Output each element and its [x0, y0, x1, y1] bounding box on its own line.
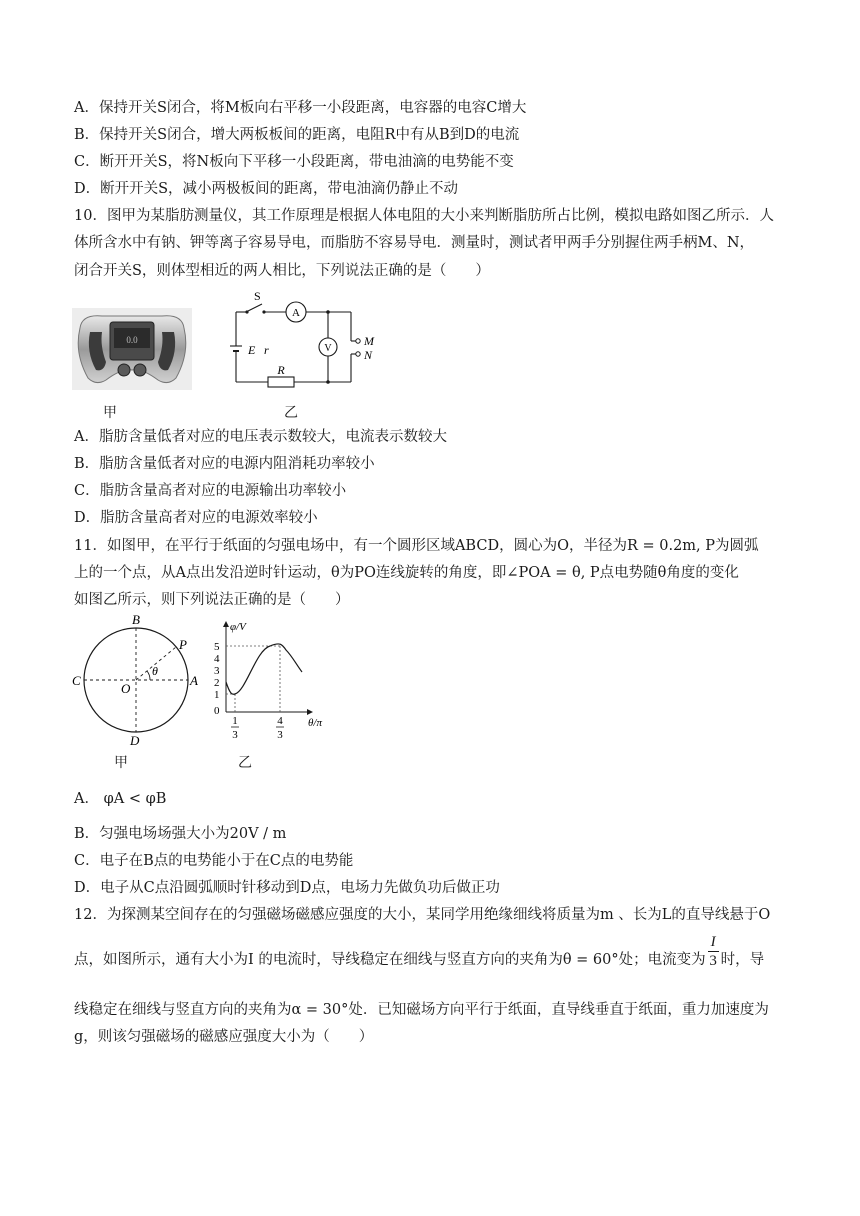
switch-label: S	[254, 289, 261, 303]
q11-option-c: C．电子在B点的电势能小于在C点的电势能	[74, 853, 354, 869]
q12-stem-line-2-start: 点，如图所示，通有大小为I 的电流时，导线稳定在细线与竖直方向的夹角为θ = 60°处；电流变为	[74, 952, 706, 968]
y-tick-1: 1	[214, 689, 220, 701]
handle-m-label: M	[364, 334, 374, 348]
q9-option-d: D．断开开关S，减小两极板间的距离，带电油滴仍静止不动	[74, 181, 459, 197]
q12-stem-line-3: 线稳定在细线与竖直方向的夹角为α = 30°处．已知磁场方向平行于纸面，直导线垂直于纸面，重力加速度为	[74, 1002, 769, 1018]
graph-x-axis-label: θ/π	[308, 717, 322, 729]
circuit-diagram	[218, 288, 388, 388]
internal-resistance-label: r	[264, 343, 269, 357]
handle-n-label: N	[364, 348, 373, 362]
potential-angle-graph	[208, 618, 336, 750]
q10-stem-line-2: 体所含水中有钠、钾等离子容易导电，而脂肪不容易导电．测量时，测试者甲两手分别握住两手柄M、N，	[74, 235, 755, 251]
voltmeter-label: V	[324, 343, 332, 354]
q9-option-a: A．保持开关S闭合，将M板向右平移一小段距离，电容器的电容C增大	[74, 100, 527, 116]
y-tick-2: 2	[214, 677, 220, 689]
q10-figure-caption-jia: 甲	[103, 405, 117, 421]
q11-stem-line-3: 如图乙所示，则下列说法正确的是（ ）	[74, 592, 350, 608]
q10-stem-line-3: 闭合开关S，则体型相近的两人相比，下列说法正确的是（ ）	[74, 263, 490, 279]
q10-figure-caption-yi: 乙	[284, 405, 298, 421]
q12-stem-line-1: 12．为探测某空间存在的匀强磁场磁感应强度的大小，某同学用绝缘细线将质量为m 、长为L的直导线悬于O	[74, 907, 771, 923]
fraction-numerator: I	[708, 933, 719, 952]
q11-stem-line-2: 上的一个点，从A点出发沿逆时针运动，θ为PO连线旋转的角度，即∠POA = θ, P点电势随θ角度的变化	[74, 565, 739, 581]
x-tick-1-3-num: 1	[232, 715, 238, 727]
q9-option-b: B．保持开关S闭合，增大两板板间的距离，电阻R中有从B到D的电流	[74, 127, 520, 143]
y-tick-0: 0	[214, 705, 220, 717]
point-p-label: P	[179, 637, 187, 652]
q12-stem-line-4: g，则该匀强磁场的磁感应强度大小为（ ）	[74, 1029, 374, 1045]
circle-field-diagram	[66, 612, 216, 748]
y-tick-4: 4	[214, 653, 220, 665]
q11-option-b: B．匀强电场场强大小为20V / m	[74, 826, 287, 842]
q12-stem-line-2	[74, 933, 765, 970]
ammeter-label: A	[292, 307, 300, 319]
graph-y-axis-label: φ/V	[230, 621, 246, 633]
q11-figure-caption-yi: 乙	[238, 755, 252, 771]
emf-label: E	[248, 343, 256, 357]
point-d-label: D	[130, 733, 140, 748]
device-display-text: 0.0	[126, 335, 138, 345]
center-o-label: O	[121, 681, 131, 696]
q10-option-a: A．脂肪含量低者对应的电压表示数较大，电流表示数较大	[74, 429, 447, 445]
x-tick-4-3-num: 4	[277, 715, 283, 727]
fat-meter-device-image	[72, 308, 192, 390]
q10-option-b: B．脂肪含量低者对应的电源内阻消耗功率较小	[74, 456, 375, 472]
y-tick-5: 5	[214, 641, 220, 653]
theta-angle-label: θ	[152, 664, 158, 678]
x-tick-4-3-den: 3	[277, 729, 283, 741]
resistor-label: R	[277, 363, 285, 377]
point-b-label: B	[132, 612, 140, 627]
q9-option-c: C．断开开关S，将N板向下平移一小段距离，带电油滴的电势能不变	[74, 154, 514, 170]
q10-stem-line-1: 10．图甲为某脂肪测量仪，其工作原理是根据人体电阻的大小来判断脂肪所占比例，模拟电路如图乙所示．人	[74, 208, 774, 224]
y-tick-3: 3	[214, 665, 220, 677]
q11-figure-caption-jia: 甲	[114, 755, 128, 771]
q10-option-c: C．脂肪含量高者对应的电源输出功率较小	[74, 483, 347, 499]
fraction-denominator: 3	[709, 952, 717, 969]
q12-stem-line-2-end: 时，导	[720, 952, 765, 968]
current-fraction	[708, 933, 719, 970]
point-c-label: C	[72, 673, 81, 688]
q10-option-d: D．脂肪含量高者对应的电源效率较小	[74, 510, 318, 526]
q11-stem-line-1: 11．如图甲，在平行于纸面的匀强电场中，有一个圆形区域ABCD，圆心为O，半径为R = 0.2m, P为圆弧	[74, 538, 759, 554]
q11-option-d: D．电子从C点沿圆弧顺时针移动到D点，电场力先做负功后做正功	[74, 880, 500, 896]
x-tick-1-3-den: 3	[232, 729, 238, 741]
point-a-label: A	[190, 673, 198, 688]
q11-option-a: A． φA < φB	[74, 791, 167, 807]
